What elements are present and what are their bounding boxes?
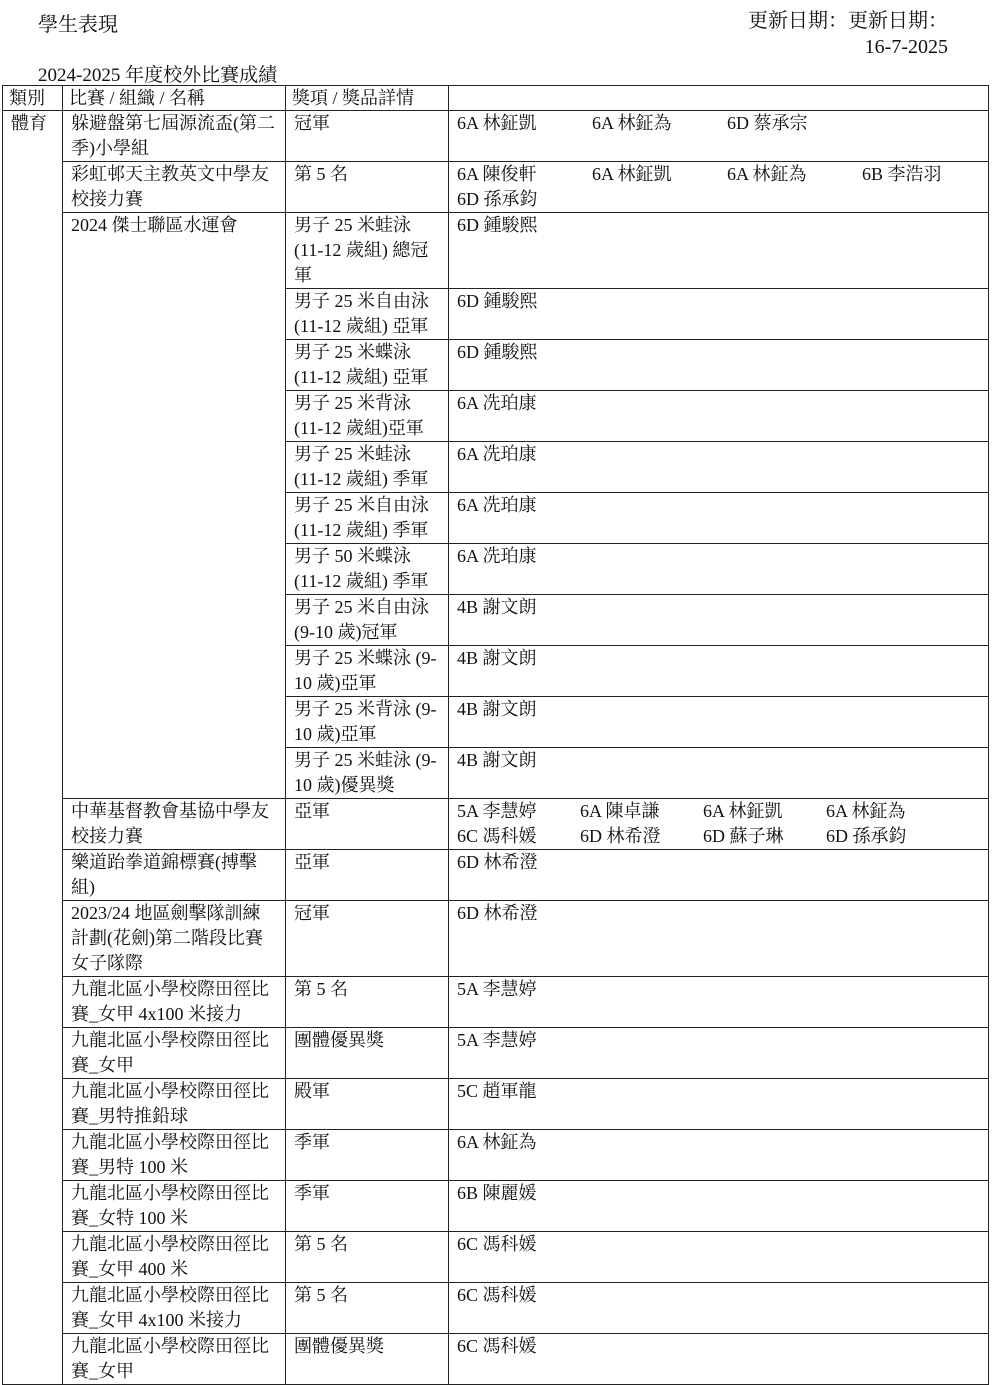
award-cell: 第 5 名 bbox=[286, 1232, 449, 1283]
names-cell: 6A 冼珀康 bbox=[449, 544, 989, 595]
award-cell: 季軍 bbox=[286, 1130, 449, 1181]
award-cell: 亞軍 bbox=[286, 850, 449, 901]
table-row bbox=[3, 1334, 989, 1385]
award-cell: 冠軍 bbox=[286, 901, 449, 977]
event-cell: 九龍北區小學校際田徑比賽_女特 100 米 bbox=[63, 1181, 286, 1232]
category-cell: 體育 bbox=[3, 111, 63, 1385]
award-cell: 男子 25 米自由泳 (9-10 歲)冠軍 bbox=[286, 595, 449, 646]
table-row bbox=[3, 1181, 989, 1232]
table-row bbox=[3, 1283, 989, 1334]
table-row bbox=[3, 799, 989, 850]
award-cell: 男子 25 米背泳 (11-12 歲組)亞軍 bbox=[286, 391, 449, 442]
event-cell: 躲避盤第七屆源流盃(第二季)小學組 bbox=[63, 111, 286, 162]
names-cell: 6C 馮科媛 bbox=[449, 1283, 989, 1334]
names-cell: 5C 趙軍龍 bbox=[449, 1079, 989, 1130]
event-cell: 九龍北區小學校際田徑比賽_女甲 4x100 米接力 bbox=[63, 977, 286, 1028]
student-name: 6B 李浩羽 bbox=[862, 164, 942, 184]
event-cell: 九龍北區小學校際田徑比賽_女甲 bbox=[63, 1028, 286, 1079]
names-cell: 6D 鍾駿熙 bbox=[449, 289, 989, 340]
page-title: 學生表現 bbox=[38, 14, 118, 36]
student-name: 6D 孫承鈞 bbox=[826, 826, 907, 846]
student-name: 6D 林希澄 bbox=[580, 826, 661, 846]
names-cell: 6D 鍾駿熙 bbox=[449, 340, 989, 391]
names-cell: 5A 李慧婷 bbox=[449, 1028, 989, 1079]
names-cell: 6D 林希澄 bbox=[449, 850, 989, 901]
student-name: 6A 陳俊軒 bbox=[457, 164, 537, 184]
names-cell: 6A 林鉦為 bbox=[449, 1130, 989, 1181]
award-cell: 第 5 名 bbox=[286, 1283, 449, 1334]
col-header-event: 比賽 / 組織 / 名稱 bbox=[63, 86, 286, 111]
student-name: 6A 林鉦為 bbox=[592, 113, 672, 133]
award-cell: 冠軍 bbox=[286, 111, 449, 162]
table-row bbox=[3, 1130, 989, 1181]
student-name: 6C 馮科媛 bbox=[457, 826, 537, 846]
event-cell: 九龍北區小學校際田徑比賽_女甲 400 米 bbox=[63, 1232, 286, 1283]
student-name: 6A 林鉦為 bbox=[727, 164, 807, 184]
award-cell: 團體優異獎 bbox=[286, 1334, 449, 1385]
names-cell: 6D 林希澄 bbox=[449, 901, 989, 977]
student-name: 6A 林鉦凱 bbox=[703, 801, 783, 821]
names-cell: 4B 謝文朗 bbox=[449, 595, 989, 646]
names-cell: 6A 冼珀康 bbox=[449, 391, 989, 442]
table-row bbox=[3, 111, 989, 162]
award-cell: 第 5 名 bbox=[286, 162, 449, 213]
names-cell: 6C 馮科媛 bbox=[449, 1232, 989, 1283]
award-cell: 男子 25 米自由泳 (11-12 歲組) 亞軍 bbox=[286, 289, 449, 340]
student-name: 6D 蔡承宗 bbox=[727, 113, 808, 133]
event-cell: 九龍北區小學校際田徑比賽_女甲 bbox=[63, 1334, 286, 1385]
names-cell: 6C 馮科媛 bbox=[449, 1334, 989, 1385]
names-cell: 4B 謝文朗 bbox=[449, 646, 989, 697]
table-row bbox=[3, 1232, 989, 1283]
names-cell: 6A 冼珀康 bbox=[449, 493, 989, 544]
event-cell: 九龍北區小學校際田徑比賽_女甲 4x100 米接力 bbox=[63, 1283, 286, 1334]
student-name: 6A 林鉦為 bbox=[826, 801, 906, 821]
col-header-names bbox=[449, 86, 989, 111]
award-cell: 第 5 名 bbox=[286, 977, 449, 1028]
table-row bbox=[3, 850, 989, 901]
table-row bbox=[3, 977, 989, 1028]
table-row bbox=[3, 1079, 989, 1130]
award-cell: 男子 25 米蛙泳 (11-12 歲組) 總冠軍 bbox=[286, 213, 449, 289]
award-cell: 亞軍 bbox=[286, 799, 449, 850]
student-name: 6D 孫承鈞 bbox=[457, 189, 538, 209]
award-cell: 男子 25 米自由泳 (11-12 歲組) 季軍 bbox=[286, 493, 449, 544]
student-name: 6D 蘇子琳 bbox=[703, 826, 784, 846]
col-header-category: 類別 bbox=[3, 86, 63, 111]
event-cell: 樂道跆拳道錦標賽(搏擊組) bbox=[63, 850, 286, 901]
award-cell: 團體優異獎 bbox=[286, 1028, 449, 1079]
update-label: 更新日期：更新日期： bbox=[748, 10, 948, 32]
names-cell: 5A 李慧婷 bbox=[449, 977, 989, 1028]
names-cell: 6B 陳麗媛 bbox=[449, 1181, 989, 1232]
award-cell: 男子 25 米蛙泳 (11-12 歲組) 季軍 bbox=[286, 442, 449, 493]
award-cell: 季軍 bbox=[286, 1181, 449, 1232]
student-name: 5A 李慧婷 bbox=[457, 801, 537, 821]
results-table bbox=[2, 85, 989, 1385]
event-cell: 中華基督教會基協中學友校接力賽 bbox=[63, 799, 286, 850]
update-info bbox=[748, 8, 948, 60]
col-header-award: 獎項 / 獎品詳情 bbox=[286, 86, 449, 111]
award-cell: 男子 25 米蝶泳 (9-10 歲)亞軍 bbox=[286, 646, 449, 697]
event-cell: 九龍北區小學校際田徑比賽_男特推鉛球 bbox=[63, 1079, 286, 1130]
header-row bbox=[3, 86, 989, 111]
award-cell: 男子 25 米蝶泳 (11-12 歲組) 亞軍 bbox=[286, 340, 449, 391]
award-cell: 男子 50 米蝶泳 (11-12 歲組) 季軍 bbox=[286, 544, 449, 595]
names-cell bbox=[449, 162, 989, 213]
names-cell: 4B 謝文朗 bbox=[449, 697, 989, 748]
names-cell: 4B 謝文朗 bbox=[449, 748, 989, 799]
student-name: 6A 林鉦凱 bbox=[592, 164, 672, 184]
event-cell: 2023/24 地區劍擊隊訓練計劃(花劍)第二階段比賽女子隊際 bbox=[63, 901, 286, 977]
event-cell: 九龍北區小學校際田徑比賽_男特 100 米 bbox=[63, 1130, 286, 1181]
table-row bbox=[3, 1028, 989, 1079]
update-date: 16-7-2025 bbox=[864, 36, 948, 58]
event-cell: 彩虹邨天主教英文中學友校接力賽 bbox=[63, 162, 286, 213]
table-subtitle: 2024-2025 年度校外比賽成績 bbox=[38, 65, 278, 86]
table-row bbox=[3, 901, 989, 977]
names-cell bbox=[449, 111, 989, 162]
award-cell: 男子 25 米背泳 (9-10 歲)亞軍 bbox=[286, 697, 449, 748]
award-cell: 男子 25 米蛙泳 (9-10 歲)優異獎 bbox=[286, 748, 449, 799]
award-cell: 殿軍 bbox=[286, 1079, 449, 1130]
names-cell bbox=[449, 799, 989, 850]
student-name: 6A 林鉦凱 bbox=[457, 113, 537, 133]
names-cell: 6D 鍾駿熙 bbox=[449, 213, 989, 289]
student-name: 6A 陳卓謙 bbox=[580, 801, 660, 821]
names-cell: 6A 冼珀康 bbox=[449, 442, 989, 493]
table-row bbox=[3, 162, 989, 213]
table-row bbox=[3, 213, 989, 289]
event-cell: 2024 傑士聯區水運會 bbox=[63, 213, 286, 799]
